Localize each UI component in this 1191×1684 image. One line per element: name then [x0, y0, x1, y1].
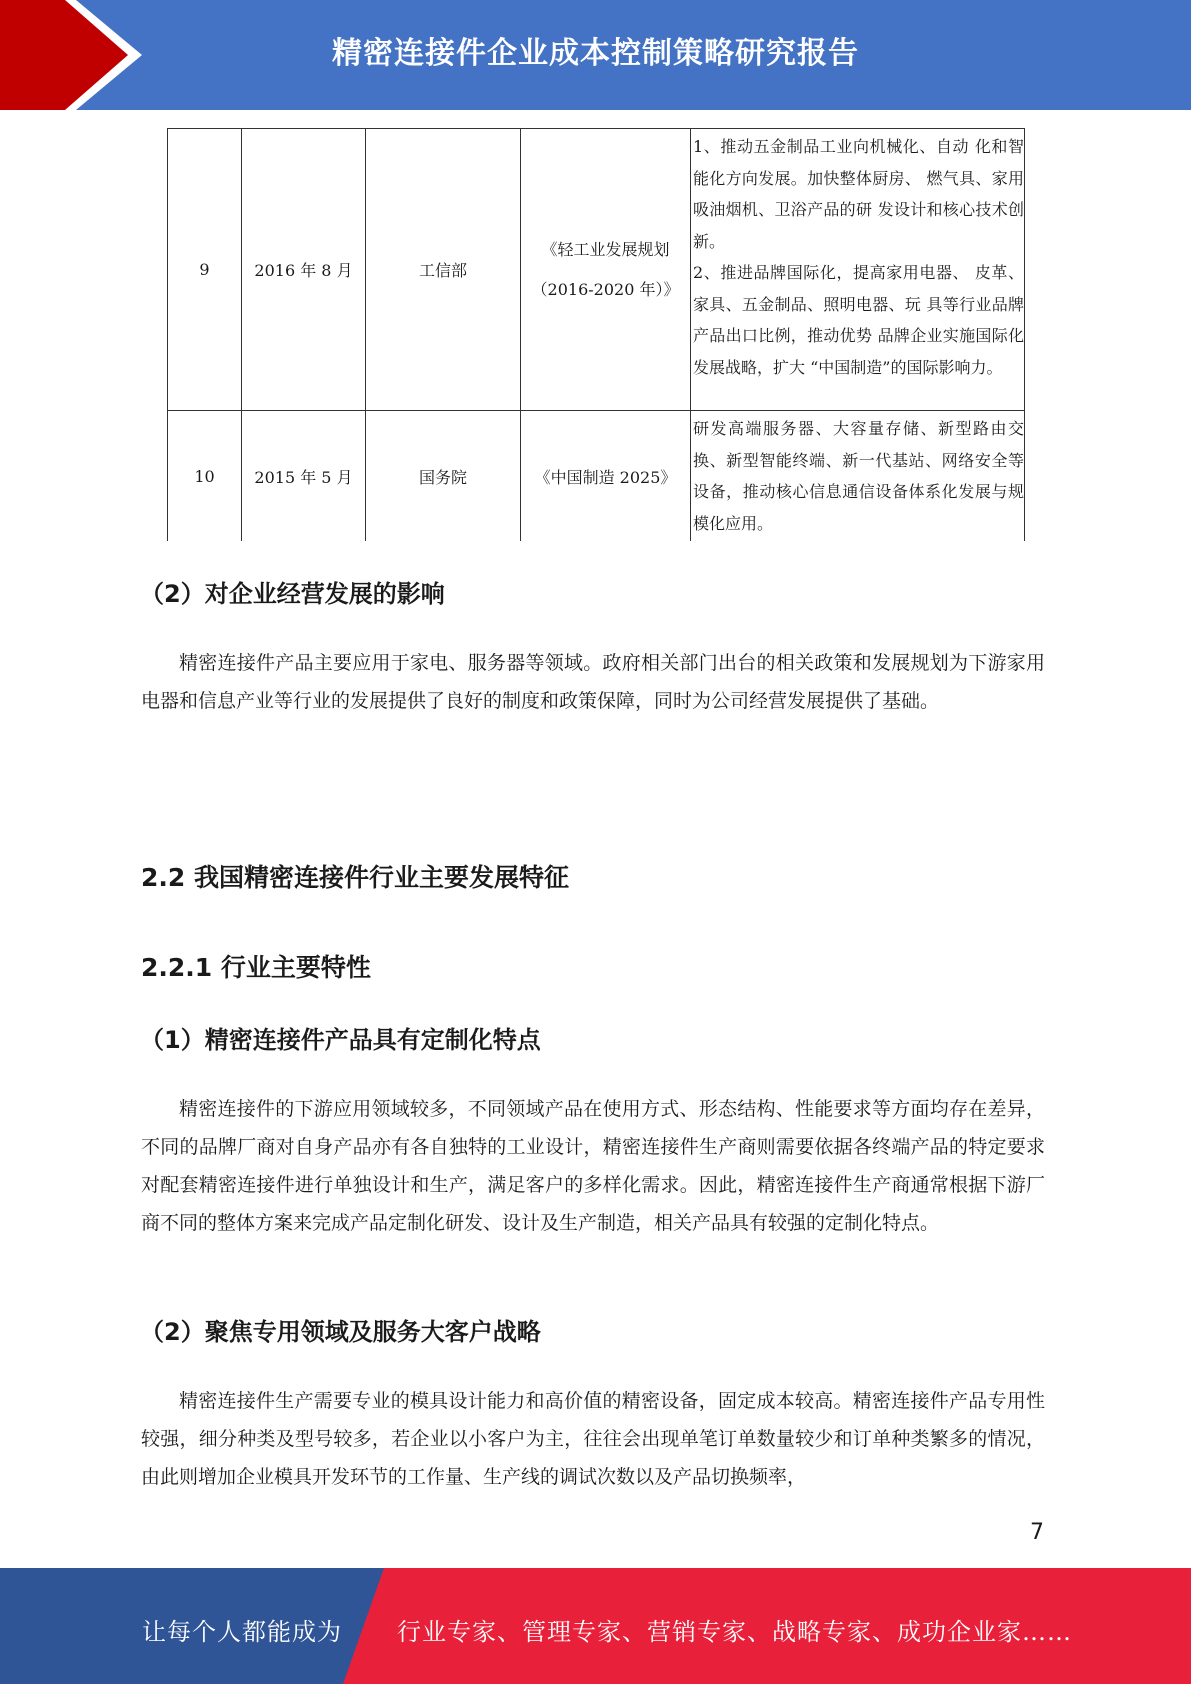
policy-document-line: 《轻工业发展规划 — [541, 239, 670, 259]
policy-document: 《中国制造 2025》 — [521, 411, 691, 542]
page-number: 7 — [1030, 1520, 1044, 1545]
row-number: 9 — [168, 129, 242, 411]
policy-content — [691, 411, 1025, 542]
issuing-department: 国务院 — [366, 411, 521, 542]
policy-content-item: 研发高端服务器、大容量存储、新型路由交换、新型智能终端、新一代基站、网络安全等设备，推动核心信息通信设备体系化发展与规模化应用。 — [693, 419, 1024, 533]
issue-date: 2016 年 8 月 — [242, 129, 366, 411]
issuing-department: 工信部 — [366, 129, 521, 411]
body-paragraph: 精密连接件产品主要应用于家电、服务器等领域。政府相关部门出台的相关政策和发展规划为下游家用电器和信息产业等行业的发展提供了良好的制度和政策保障，同时为公司经营发展提供了基础。 — [141, 652, 1045, 712]
table-row — [168, 129, 1025, 411]
page-footer — [0, 1568, 1191, 1684]
policy-content-item: 2、推进品牌国际化，提高家用电器、 皮革、家具、五金制品、照明电器、玩 具等行业品牌产品出口比例，推动优势 品牌企业实施国际化发展战略，扩大 “中国制造”的国际影响力。 — [693, 263, 1024, 377]
policy-content — [691, 129, 1025, 411]
subchapter-heading: 2.2.1 行业主要特性 — [141, 953, 371, 982]
table-row — [168, 411, 1025, 542]
policy-document — [521, 129, 691, 411]
footer-slogan-left: 让每个人都能成为 — [142, 1618, 342, 1646]
row-number: 10 — [168, 411, 242, 542]
footer-slogan-right: 行业专家、管理专家、营销专家、战略专家、成功企业家…… — [397, 1618, 1072, 1646]
policy-table — [167, 128, 1025, 541]
policy-document-line: （2016-2020 年）》 — [531, 279, 680, 299]
section-heading: （2）聚焦专用领域及服务大客户战略 — [140, 1318, 541, 1346]
body-paragraph: 精密连接件生产需要专业的模具设计能力和高价值的精密设备，固定成本较高。精密连接件产品专用性较强，细分种类及型号较多，若企业以小客户为主，往往会出现单笔订单数量较少和订单种类繁多的情况，由此则增加企业模具开发环节的工作量、生产线的调试次数以及产品切换频率， — [141, 1390, 1045, 1488]
section-heading: （1）精密连接件产品具有定制化特点 — [140, 1026, 541, 1054]
report-title: 精密连接件企业成本控制策略研究报告 — [332, 36, 859, 71]
page-header — [0, 0, 1191, 110]
chapter-heading: 2.2 我国精密连接件行业主要发展特征 — [141, 863, 569, 892]
issue-date: 2015 年 5 月 — [242, 411, 366, 542]
policy-content-item: 1、推动五金制品工业向机械化、自动 化和智能化方向发展。加快整体厨房、 燃气具、家用吸油烟机、卫浴产品的研 发设计和核心技术创新。 — [693, 137, 1024, 251]
section-heading: （2）对企业经营发展的影响 — [140, 580, 445, 608]
body-paragraph: 精密连接件的下游应用领域较多，不同领域产品在使用方式、形态结构、性能要求等方面均存在差异，不同的品牌厂商对自身产品亦有各自独特的工业设计，精密连接件生产商则需要依据各终端产品的特定要求对配套精密连接件进行单独设计和生产，满足客户的多样化需求。因此，精密连接件生产商通常根据下游厂商不同的整体方案来完成产品定制化研发、设计及生产制造，相关产品具有较强的定制化特点。 — [141, 1098, 1045, 1234]
